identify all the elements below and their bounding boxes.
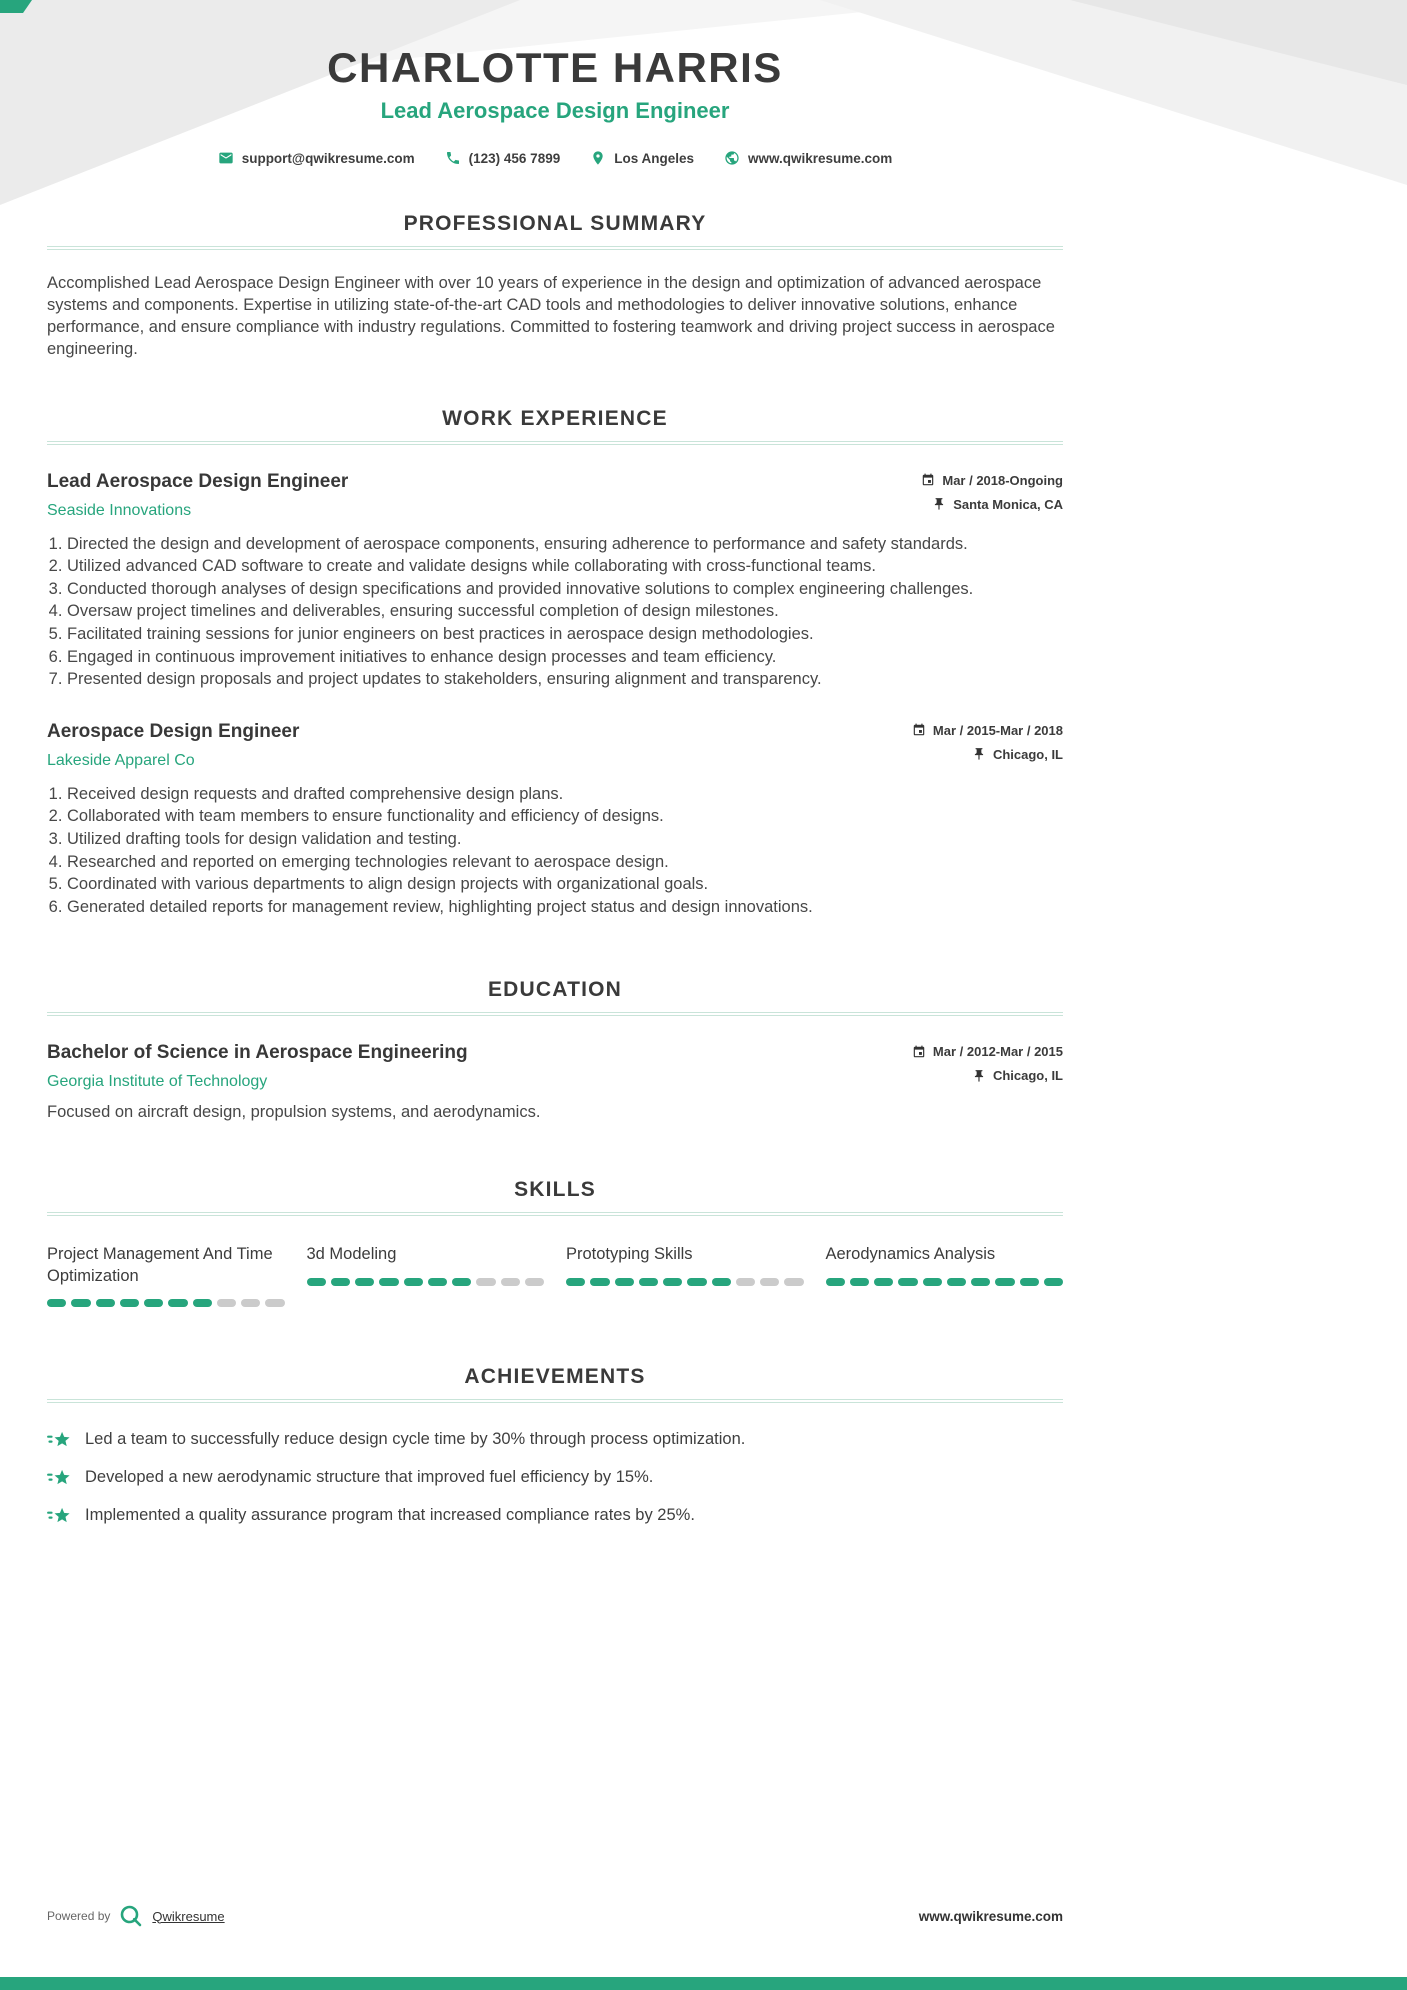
section-work-experience: [47, 407, 1063, 919]
education-location: [912, 1068, 1063, 1083]
pushpin-icon: [932, 497, 946, 511]
job-location-text: Chicago, IL: [992, 746, 1063, 762]
bullet-item: 3. Utilized drafting tools for design validation and testing.: [67, 829, 1063, 851]
phone-icon: [445, 150, 461, 166]
section-divider: [47, 1399, 1063, 1403]
job-location: [912, 747, 1063, 762]
education-header: [47, 1042, 1063, 1091]
skill-bar-segment: [663, 1278, 682, 1286]
skill-bar-segment: [193, 1299, 212, 1307]
footer: [47, 1904, 1063, 1928]
location-pin-icon: [590, 150, 606, 166]
skill-bar-segment: [265, 1299, 284, 1307]
job-bullet-list: [47, 784, 1063, 919]
bullet-item: 1. Received design requests and drafted comprehensive design plans.: [67, 784, 1063, 806]
job-meta: [921, 471, 1063, 512]
job-bullet-list: [47, 534, 1063, 691]
skill-level-bar: [47, 1299, 285, 1307]
skill-bar-segment: [898, 1278, 917, 1286]
skill-bar-segment: [47, 1299, 66, 1307]
skill-bar-segment: [826, 1278, 845, 1286]
skill-bar-segment: [736, 1278, 755, 1286]
skill-bar-segment: [120, 1299, 139, 1307]
summary-heading: PROFESSIONAL SUMMARY: [403, 212, 707, 236]
bullet-item: 2. Collaborated with team members to ensure functionality and efficiency of designs.: [67, 806, 1063, 828]
job-company: Seaside Innovations: [47, 501, 192, 519]
calendar-icon: [912, 1045, 926, 1059]
job-dates-text: Mar / 2015-Mar / 2018: [932, 722, 1063, 738]
bullet-item: 5. Coordinated with various departments to align design projects with organizational goals.: [67, 874, 1063, 896]
skill-bar-segment: [331, 1278, 350, 1286]
bullet-item: 4. Oversaw project timelines and deliverables, ensuring successful completion of design milestones.: [67, 601, 1063, 623]
skill-item: [826, 1244, 1064, 1285]
bottom-accent-bar: [0, 1977, 1407, 1990]
contact-phone-text: (123) 456 7899: [468, 150, 561, 166]
skill-item: [566, 1244, 804, 1285]
skill-bar-segment: [307, 1278, 326, 1286]
section-divider: [47, 1212, 1063, 1216]
contact-website[interactable]: [724, 150, 892, 166]
resume-header: [47, 0, 1063, 166]
skill-name: Prototyping Skills: [566, 1245, 693, 1264]
skill-bar-segment: [971, 1278, 990, 1286]
achievement-item: [47, 1429, 1063, 1451]
skill-bar-segment: [355, 1278, 374, 1286]
achievements-heading: ACHIEVEMENTS: [464, 1364, 646, 1388]
education-description: Focused on aircraft design, propulsion systems, and aerodynamics.: [47, 1103, 541, 1122]
skill-bar-segment: [923, 1278, 942, 1286]
skill-name: Project Management And Time Optimization: [47, 1245, 273, 1285]
skill-bar-segment: [1044, 1278, 1063, 1286]
achievement-star-icon: [47, 1505, 71, 1527]
degree-title: Bachelor of Science in Aerospace Engineering: [47, 1042, 468, 1064]
contact-phone[interactable]: [445, 150, 561, 166]
achievement-item: [47, 1467, 1063, 1489]
skill-bar-segment: [712, 1278, 731, 1286]
footer-branding: [47, 1904, 225, 1928]
skill-bar-segment: [995, 1278, 1014, 1286]
skills-heading: SKILLS: [514, 1178, 596, 1202]
pushpin-icon: [972, 747, 986, 761]
skill-bar-segment: [452, 1278, 471, 1286]
job-meta: [912, 721, 1063, 762]
section-divider: [47, 441, 1063, 445]
achievement-text: Implemented a quality assurance program that increased compliance rates by 25%.: [85, 1506, 695, 1525]
work-heading: WORK EXPERIENCE: [442, 406, 668, 430]
powered-by-label: Powered by: [47, 1909, 111, 1923]
bullet-item: 6. Engaged in continuous improvement initiatives to enhance design processes and team efficiency.: [67, 647, 1063, 669]
skill-bar-segment: [428, 1278, 447, 1286]
achievement-text: Developed a new aerodynamic structure that improved fuel efficiency by 15%.: [85, 1468, 654, 1487]
summary-text: Accomplished Lead Aerospace Design Engineer with over 10 years of experience in the design and optimization of advanced aerospace systems and components. Expertise in utilizing state-of-the-art CAD tools and methodologies to deliver innovative solutions, enhance performance, and ensure compliance with industry regulations. Committed to fostering teamwork and driving project success in aerospace engineering.: [47, 274, 1055, 359]
bullet-item: 2. Utilized advanced CAD software to create and validate designs while collaborating with cross-functional teams.: [67, 556, 1063, 578]
footer-website-link[interactable]: www.qwikresume.com: [918, 1908, 1063, 1924]
contact-email[interactable]: [218, 150, 415, 166]
bullet-item: 5. Facilitated training sessions for junior engineers on best practices in aerospace design methodologies.: [67, 624, 1063, 646]
section-skills: [47, 1178, 1063, 1306]
skill-bar-segment: [168, 1299, 187, 1307]
job-title: Lead Aerospace Design Engineer: [47, 470, 349, 492]
bullet-item: 1. Directed the design and development of aerospace components, ensuring adherence to performance and safety standards.: [67, 534, 1063, 556]
resume-content: [47, 0, 1063, 1527]
education-dates: [912, 1044, 1063, 1059]
section-education: [47, 978, 1063, 1122]
job-dates: [912, 723, 1063, 738]
skill-bar-segment: [525, 1278, 544, 1286]
qwikresume-link[interactable]: Qwikresume: [152, 1908, 225, 1924]
skill-bar-segment: [566, 1278, 585, 1286]
skill-bar-segment: [71, 1299, 90, 1307]
section-achievements: [47, 1365, 1063, 1527]
skill-bar-segment: [241, 1299, 260, 1307]
qwikresume-logo-icon: [119, 1904, 143, 1928]
skill-bar-segment: [501, 1278, 520, 1286]
section-divider: [47, 1012, 1063, 1016]
job-location: [921, 497, 1063, 512]
person-name: CHARLOTTE HARRIS: [327, 44, 783, 91]
skill-bar-segment: [687, 1278, 706, 1286]
contact-email-text: support@qwikresume.com: [241, 150, 415, 166]
school-name: Georgia Institute of Technology: [47, 1073, 268, 1091]
person-job-title: Lead Aerospace Design Engineer: [380, 98, 730, 124]
skill-bar-segment: [874, 1278, 893, 1286]
section-professional-summary: [47, 212, 1063, 360]
job-dates-text: Mar / 2018-Ongoing: [942, 472, 1063, 488]
bullet-item: 7. Presented design proposals and project updates to stakeholders, ensuring alignment and transparency.: [67, 669, 1063, 691]
education-title-block: [47, 1042, 468, 1091]
contact-website-text: www.qwikresume.com: [748, 150, 893, 166]
contact-location: [590, 150, 694, 166]
education-location-text: Chicago, IL: [992, 1068, 1063, 1084]
skill-name: Aerodynamics Analysis: [825, 1245, 996, 1264]
education-dates-text: Mar / 2012-Mar / 2015: [932, 1044, 1063, 1060]
pushpin-icon: [972, 1069, 986, 1083]
skill-bar-segment: [590, 1278, 609, 1286]
skill-bar-segment: [639, 1278, 658, 1286]
contact-row: [47, 150, 1063, 166]
skill-bar-segment: [96, 1299, 115, 1307]
skill-level-bar: [307, 1278, 545, 1286]
skill-bar-segment: [379, 1278, 398, 1286]
skill-bar-segment: [144, 1299, 163, 1307]
skill-bar-segment: [615, 1278, 634, 1286]
calendar-icon: [912, 723, 926, 737]
achievement-text: Led a team to successfully reduce design cycle time by 30% through process optimization.: [85, 1430, 746, 1449]
achievement-star-icon: [47, 1467, 71, 1489]
globe-icon: [724, 150, 740, 166]
skill-level-bar: [566, 1278, 804, 1286]
skill-bar-segment: [850, 1278, 869, 1286]
skill-bar-segment: [404, 1278, 423, 1286]
education-entry: [47, 1042, 1063, 1122]
skill-bar-segment: [1020, 1278, 1039, 1286]
skill-item: [47, 1244, 285, 1306]
contact-location-text: Los Angeles: [614, 150, 694, 166]
education-meta: [912, 1042, 1063, 1083]
bullet-item: 6. Generated detailed reports for management review, highlighting project status and design innovations.: [67, 897, 1063, 919]
job-header: [47, 471, 1063, 520]
skill-bar-segment: [760, 1278, 779, 1286]
bullet-item: 3. Conducted thorough analyses of design specifications and provided innovative solutions to complex engineering challenges.: [67, 579, 1063, 601]
job-location-text: Santa Monica, CA: [953, 496, 1063, 512]
skill-name: 3d Modeling: [306, 1245, 397, 1264]
skills-grid: [47, 1244, 1063, 1306]
job-dates: [921, 473, 1063, 488]
achievements-list: [47, 1429, 1063, 1527]
section-divider: [47, 246, 1063, 250]
education-heading: EDUCATION: [487, 978, 623, 1002]
skill-bar-segment: [947, 1278, 966, 1286]
skill-bar-segment: [476, 1278, 495, 1286]
job-header: [47, 721, 1063, 770]
bullet-item: 4. Researched and reported on emerging technologies relevant to aerospace design.: [67, 852, 1063, 874]
email-icon: [218, 150, 234, 166]
job-company: Lakeside Apparel Co: [47, 751, 195, 769]
job-entry: [47, 471, 1063, 691]
skill-bar-segment: [217, 1299, 236, 1307]
skill-level-bar: [826, 1278, 1064, 1286]
achievement-star-icon: [47, 1429, 71, 1451]
skill-item: [307, 1244, 545, 1285]
skill-bar-segment: [784, 1278, 803, 1286]
job-title-block: [47, 471, 348, 520]
calendar-icon: [921, 473, 935, 487]
achievement-item: [47, 1505, 1063, 1527]
job-entry: [47, 721, 1063, 919]
job-title-block: [47, 721, 299, 770]
job-title: Aerospace Design Engineer: [47, 720, 300, 742]
